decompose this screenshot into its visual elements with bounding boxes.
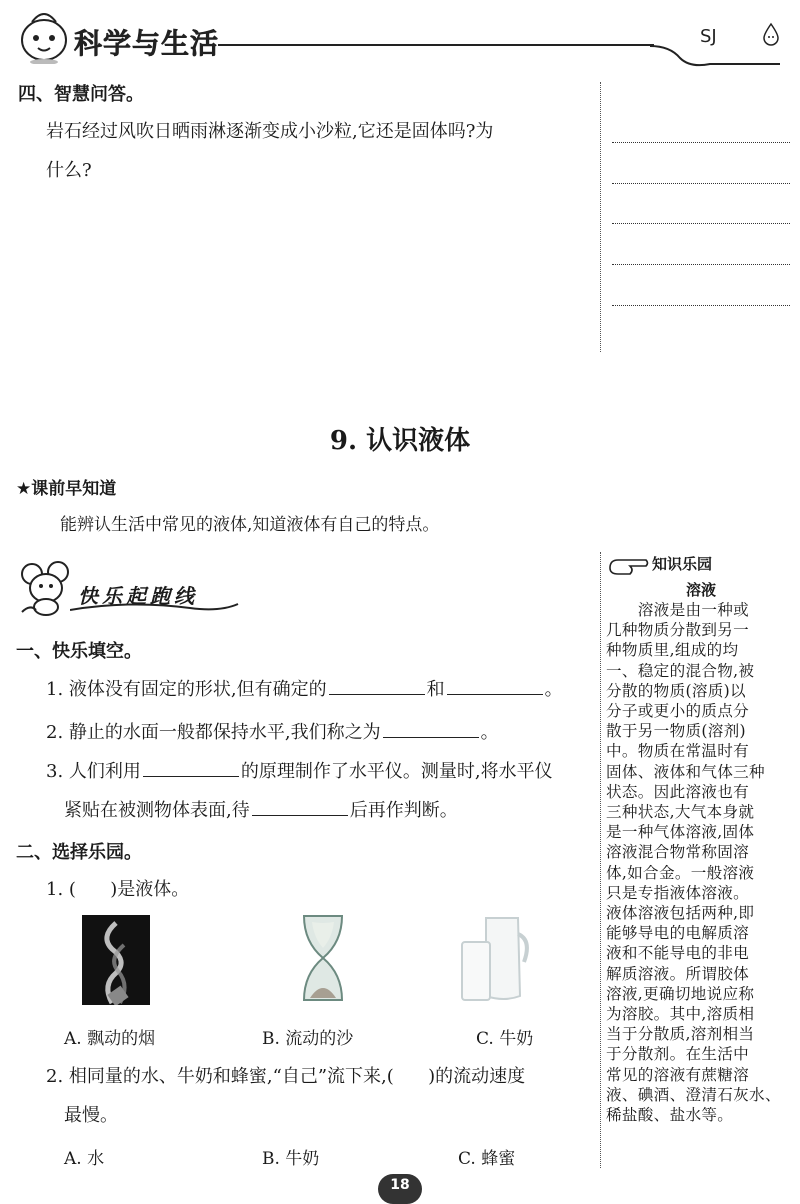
preview-text: 能辨认生活中常见的液体,知道液体有自己的特点。 — [60, 515, 440, 535]
sidebar-body — [606, 600, 796, 1125]
sidebar-title: 溶液 — [685, 581, 716, 599]
sidebar-line: 分散的物质(溶质)以 — [606, 681, 746, 700]
header-mascot-icon — [14, 8, 74, 64]
banner-underline — [70, 596, 240, 620]
sidebar-line: 稀盐酸、盐水等。 — [606, 1106, 734, 1125]
header-rule — [218, 44, 654, 46]
fill-blank[interactable] — [383, 719, 479, 738]
choice-q1-option-b[interactable]: B. 流动的沙 — [262, 1029, 354, 1049]
sidebar-line: 种物质里,组成的均 — [606, 641, 739, 660]
sidebar-line: 液体溶液包括两种,即 — [606, 904, 755, 923]
fill-blank[interactable] — [143, 758, 239, 777]
fill-blank[interactable] — [329, 676, 425, 695]
sidebar-line: 体,如合金。一般溶液 — [606, 863, 755, 882]
fill-q3-text-c: 紧贴在被测物体表面,待 — [64, 800, 250, 821]
sidebar-line: 状态。因此溶液也有 — [606, 782, 750, 801]
sidebar-line: 常见的溶液有蔗糖溶 — [606, 1065, 750, 1084]
answer-line[interactable] — [612, 305, 790, 306]
sidebar-line: 固体、液体和气体三种 — [606, 762, 765, 781]
sidebar-divider — [600, 552, 601, 1168]
fill-q1-end: 。 — [544, 679, 563, 700]
milk-image — [458, 912, 534, 1008]
fill-q2-text: 2. 静止的水面一般都保持水平,我们称之为 — [46, 722, 381, 743]
fill-q3-text: 3. 人们利用 — [46, 761, 141, 782]
header-droplet-icon — [760, 22, 782, 50]
sidebar-line: 几种物质分散到另一 — [606, 621, 750, 640]
choice-q1-option-a[interactable]: A. 飘动的烟 — [64, 1029, 156, 1049]
sidebar-line: 三种状态,大气本身就 — [606, 803, 755, 822]
sidebar-line: 是一种气体溶液,固体 — [606, 823, 755, 842]
sidebar-line: 于分散剂。在生活中 — [606, 1045, 750, 1064]
fill-heading: 一、快乐填空。 — [16, 641, 142, 662]
choice-q2-option-a[interactable]: A. 水 — [64, 1149, 105, 1169]
fill-blank[interactable] — [447, 676, 543, 695]
section4-question-line2: 什么? — [46, 160, 92, 181]
fill-question-2 — [46, 719, 499, 745]
sidebar-line: 分子或更小的质点分 — [606, 702, 750, 721]
sidebar-label: 知识乐园 — [652, 555, 713, 573]
section4-heading: 四、智慧问答。 — [18, 84, 144, 105]
sidebar-line: 散于另一物质(溶剂) — [606, 722, 746, 741]
section4-question-line1: 岩石经过风吹日晒雨淋逐渐变成小沙粒,它还是固体吗?为 — [46, 121, 494, 142]
smoke-image — [82, 915, 150, 1005]
answer-line[interactable] — [612, 223, 790, 224]
choice-question-2-line1: 2. 相同量的水、牛奶和蜂蜜,“自己”流下来,( )的流动速度 — [46, 1066, 526, 1087]
answer-line[interactable] — [612, 264, 790, 265]
choice-question-1: 1. ( )是液体。 — [46, 879, 190, 900]
fill-q3-text-b: 的原理制作了水平仪。测量时,将水平仪 — [240, 761, 553, 782]
fill-question-1 — [46, 676, 563, 702]
header-title: 科学与生活 — [74, 27, 220, 60]
answer-line[interactable] — [612, 183, 790, 184]
answer-area-divider — [600, 82, 601, 352]
sidebar-line: 为溶胶。其中,溶质相 — [606, 1005, 755, 1024]
sidebar-line: 当于分散质,溶剂相当 — [606, 1025, 755, 1044]
banner-mouse-icon — [18, 560, 78, 620]
sidebar-line: 一、稳定的混合物,被 — [606, 661, 755, 680]
fill-q2-end: 。 — [480, 722, 499, 743]
sidebar-line: 解质溶液。所谓胶体 — [606, 964, 750, 983]
fill-blank[interactable] — [252, 797, 348, 816]
fill-q1-and: 和 — [426, 679, 445, 700]
fill-question-3-cont — [64, 797, 458, 823]
sidebar-line: 能够导电的电解质溶 — [606, 924, 750, 943]
hourglass-image — [298, 912, 348, 1008]
answer-line[interactable] — [612, 142, 790, 143]
page-number: 18 — [390, 1177, 410, 1193]
banner-text: 快乐起跑线 — [78, 584, 198, 608]
choice-q1-option-c[interactable]: C. 牛奶 — [476, 1029, 534, 1049]
sidebar-line: 液、碘酒、澄清石灰水、 — [606, 1085, 781, 1104]
preview-heading: ★课前早知道 — [16, 479, 117, 499]
sidebar-line: 中。物质在常温时有 — [606, 742, 750, 761]
choice-heading: 二、选择乐园。 — [16, 842, 142, 863]
sidebar-line: 液和不能导电的非电 — [606, 944, 750, 963]
fill-q3-end: 后再作判断。 — [349, 800, 458, 821]
sidebar-line: 溶液混合物常称固溶 — [606, 843, 750, 862]
sidebar-line: 溶液,更确切地说应称 — [606, 984, 755, 1003]
choice-q2-option-b[interactable]: B. 牛奶 — [262, 1149, 320, 1169]
fill-q1-text: 1. 液体没有固定的形状,但有确定的 — [46, 679, 327, 700]
sidebar-line: 只是专指液体溶液。 — [606, 883, 750, 902]
choice-question-2-line2: 最慢。 — [64, 1105, 118, 1126]
sidebar-line: 溶液是由一种或 — [606, 601, 750, 619]
lesson-title: 9. 认识液体 — [329, 426, 471, 456]
fill-question-3 — [46, 758, 553, 784]
choice-q2-option-c[interactable]: C. 蜂蜜 — [458, 1149, 516, 1169]
header-badge: SJ — [700, 26, 717, 47]
